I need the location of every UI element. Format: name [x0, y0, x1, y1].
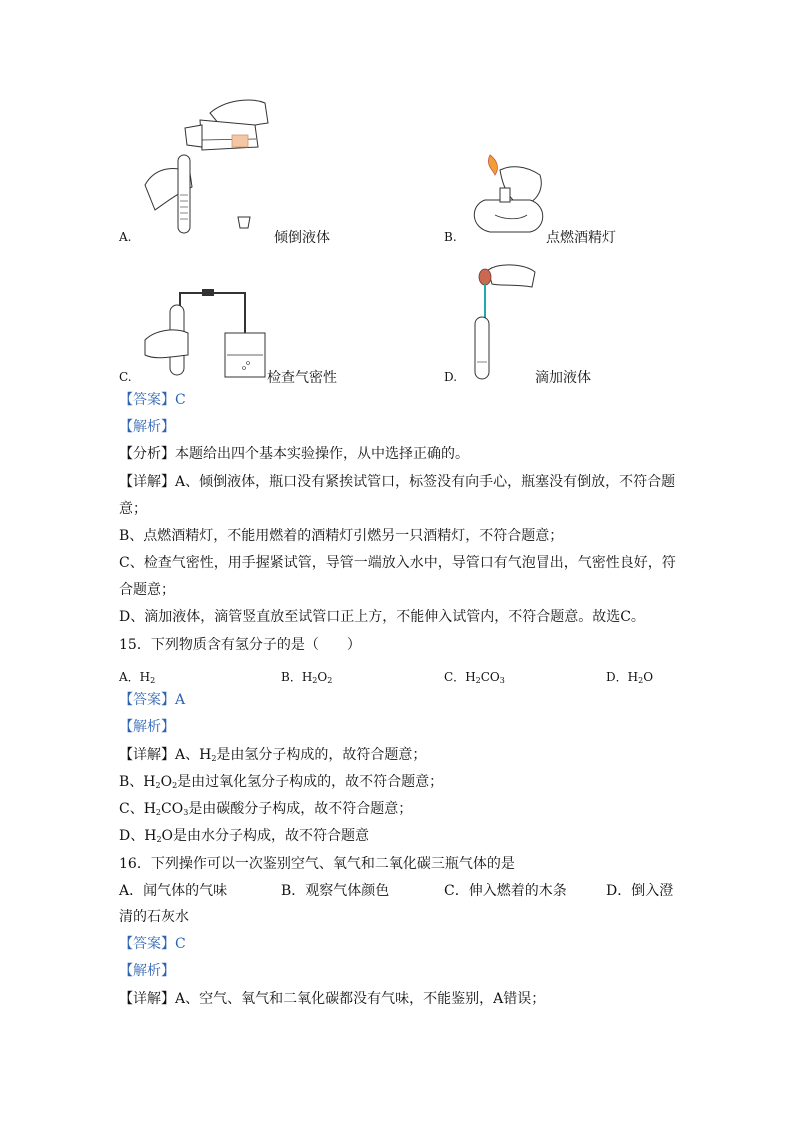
q15-detail-c: C、$H_2CO_3$是由碳酸分子构成，故不符合题意； [119, 801, 413, 817]
q14-answer: 【答案】C [119, 392, 186, 408]
q14-detail-c-1: C、检查气密性，用手握紧试管，导管一端放入水中，导管口有气泡冒出，气密性良好，符 [119, 555, 676, 571]
pouring-liquid-illustration [140, 95, 280, 240]
q15-option-d: D．$H_2O$ [606, 670, 654, 685]
q15-answer: 【答案】A [119, 692, 186, 708]
q16-stem: 16．下列操作可以一次鉴别空气、氧气和二氧化碳三瓶气体的是 [119, 856, 515, 872]
air-tightness-check-illustration [140, 285, 270, 380]
q16-option-a: A．闻气体的气味 [119, 883, 228, 899]
figure-c-caption: 检查气密性 [267, 370, 337, 386]
q16-option-d-1: D．倒入澄 [606, 883, 674, 899]
q15-analysis-heading: 【解析】 [119, 719, 175, 735]
q14-detail-c-2: 合题意； [119, 582, 175, 598]
q15-stem: 15．下列物质含有氢分子的是（ ） [119, 637, 361, 653]
q14-fenxi: 【分析】本题给出四个基本实验操作，从中选择正确的。 [119, 446, 469, 462]
figure-a-caption: 倾倒液体 [274, 230, 330, 246]
q16-option-d-2: 清的石灰水 [119, 909, 189, 925]
figure-a-label: A. [119, 230, 132, 244]
q14-detail-b: B、点燃酒精灯，不能用燃着的酒精灯引燃另一只酒精灯，不符合题意； [119, 528, 564, 544]
q15-detail-d: D、$H_2O$是由水分子构成，故不符合题意 [119, 828, 370, 844]
q16-answer: 【答案】C [119, 936, 186, 952]
q16-detail-a: 【详解】A、空气、氧气和二氧化碳都没有气味，不能鉴别，A错误； [119, 991, 546, 1007]
lighting-alcohol-lamp-illustration [465, 150, 555, 240]
q15-detail-a: 【详解】A、$H_2$是由氢分子构成的，故符合题意； [119, 747, 427, 763]
q15-option-a: A．$H_2$ [119, 670, 156, 685]
q14-detail-a-2: 意； [119, 501, 147, 517]
q14-detail-a-1: 【详解】A、倾倒液体，瓶口没有紧挨试管口，标签没有向手心，瓶塞没有倒放，不符合题 [119, 474, 676, 490]
dropping-liquid-illustration [470, 262, 540, 382]
q16-option-c: C．伸入燃着的木条 [444, 883, 567, 899]
q14-detail-d: D、滴加液体，滴管竖直放至试管口正上方，不能伸入试管内，不符合题意。故选C。 [119, 609, 645, 625]
figure-b-label: B. [444, 230, 457, 244]
figure-c-label: C. [119, 370, 132, 384]
q15-detail-b: B、$H_2O_2$是由过氧化氢分子构成的，故不符合题意； [119, 774, 444, 790]
q14-analysis-heading: 【解析】 [119, 419, 175, 435]
q16-option-b: B．观察气体颜色 [281, 883, 390, 899]
q16-analysis-heading: 【解析】 [119, 963, 175, 979]
q15-option-b: B．$H_2O_2$ [281, 670, 333, 685]
figure-d-caption: 滴加液体 [535, 370, 591, 386]
figure-d-label: D. [444, 370, 458, 384]
q15-option-c: C．$H_2CO_3$ [444, 670, 505, 685]
figure-b-caption: 点燃酒精灯 [546, 230, 616, 246]
